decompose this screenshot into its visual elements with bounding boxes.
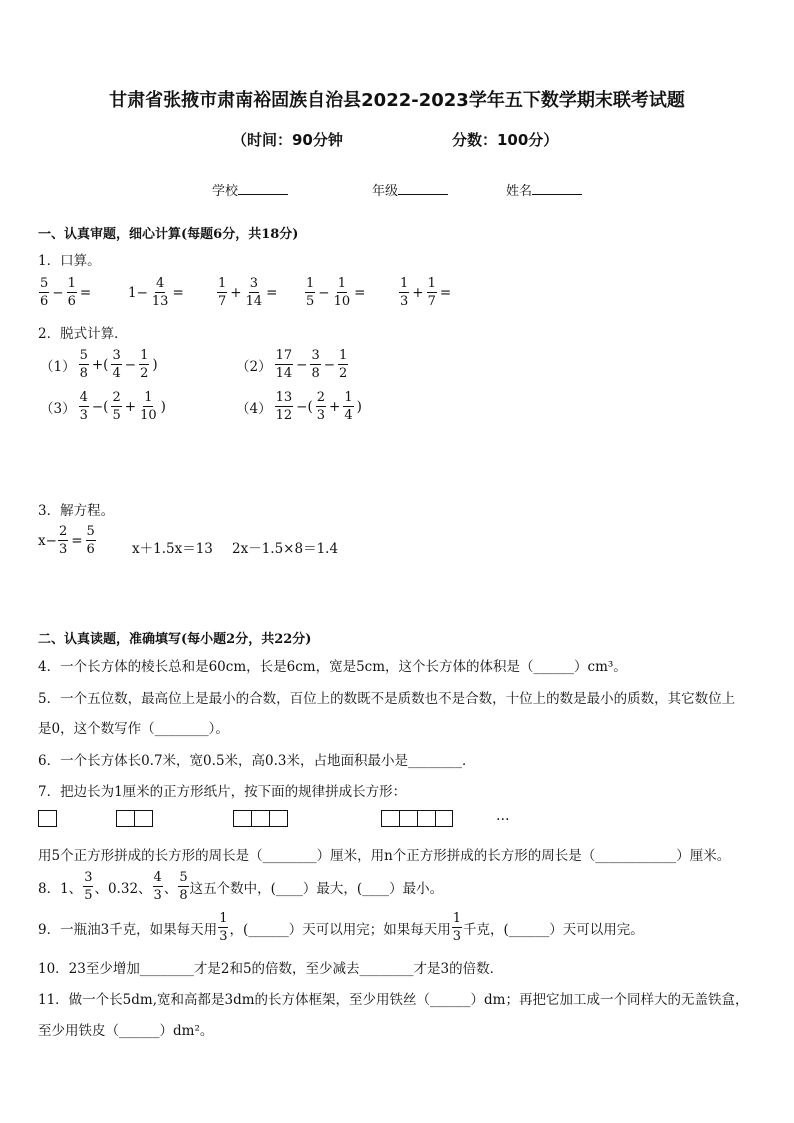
ellipsis: … xyxy=(496,808,510,824)
fraction: $\frac{5}{6}$ xyxy=(86,524,95,557)
fraction: $\frac{1}{3}$ xyxy=(219,911,228,944)
question-5-line-2: 是0，这个数写作（________）。 xyxy=(38,721,229,737)
question-5-line-1: 5．一个五位数，最高位上是最小的合数，百位上的数既不是质数也不是合数，十位上的数是最小的质数，其它数位上 xyxy=(38,691,736,707)
fraction: $\frac{1}{5}$ xyxy=(306,276,315,309)
fraction: $\frac{4}{3}$ xyxy=(153,870,162,903)
square-strip-3 xyxy=(233,810,288,827)
fraction: $\frac{1}{6}$ xyxy=(67,276,76,309)
square-strip-1 xyxy=(38,810,57,827)
fraction: $\frac{1}{7}$ xyxy=(218,276,227,309)
fraction: $\frac{1}{3}$ xyxy=(452,911,462,944)
fraction: $\frac{5}{8}$ xyxy=(179,870,188,903)
document-title: 甘肃省张掖市肃南裕固族自治县2022-2023学年五下数学期末联考试题 xyxy=(109,90,685,111)
q2-item-2: （2） $\frac{17}{14}$ − $\frac{3}{8}$ − $\frac{1}{2}$ xyxy=(236,348,348,381)
question-7-line-2: 用5个正方形拼成的长方形的周长是（________）厘米，用n个正方形拼成的长方形的周长是（____________）厘米。 xyxy=(38,848,731,864)
exam-time: （时间：90分钟 xyxy=(232,131,343,149)
fraction: $\frac{2}{3}$ xyxy=(58,524,68,557)
q1-item-4: $\frac{1}{5}$ − $\frac{1}{10}$ = xyxy=(306,276,366,309)
grade-blank xyxy=(398,181,448,195)
fraction: $\frac{3}{14}$ xyxy=(245,276,263,309)
fraction: $\frac{3}{5}$ xyxy=(84,870,93,903)
question-9: 9．一瓶油3千克，如果每天用 $\frac{1}{3}$ ，(______）天可以用完；如果每天用 $\frac{1}{3}$ 千克，(______）天可以用完。 xyxy=(38,911,644,944)
square-strip-2 xyxy=(116,810,153,827)
q1-label: 1．口算。 xyxy=(38,253,101,269)
name-field xyxy=(506,180,582,199)
question-8: 8．1、 $\frac{3}{5}$ 、0.32、 $\frac{4}{3}$ 、 $\frac{5}{8}$ 这五个数中，(____）最大，(____）最小。 xyxy=(38,870,444,903)
section2-heading: 二、认真读题，准确填写(每小题2分，共22分) xyxy=(38,632,312,647)
fraction: $\frac{1}{10}$ xyxy=(140,390,157,423)
fraction: $\frac{1}{7}$ xyxy=(427,276,436,309)
name-blank xyxy=(532,181,582,195)
fraction: $\frac{1}{3}$ xyxy=(400,276,409,309)
fraction: $\frac{17}{14}$ xyxy=(275,348,293,381)
q1-item-3: $\frac{1}{7}$ + $\frac{3}{14}$ = xyxy=(218,276,278,309)
q2-item-4: （4） $\frac{13}{12}$ −( $\frac{2}{3}$ + $\frac{1}{4}$ ) xyxy=(236,390,362,423)
question-4: 4．一个长方体的棱长总和是60cm，长是6cm，宽是5cm，这个长方体的体积是（______）cm³。 xyxy=(38,659,627,675)
exam-score: 分数：100分） xyxy=(452,131,559,149)
section1-heading: 一、认真审题，细心计算(每题6分，共18分) xyxy=(38,227,299,242)
fraction: $\frac{3}{4}$ xyxy=(112,348,121,381)
q3-equation-2: x＋1.5x＝13 xyxy=(132,541,213,557)
fraction: $\frac{2}{5}$ xyxy=(112,390,121,423)
q2-item-3: （3） $\frac{4}{3}$ −( $\frac{2}{5}$ + $\frac{1}{10}$ ) xyxy=(40,390,166,423)
grade-label: 年级 xyxy=(372,184,399,199)
question-10: 10．23至少增加________才是2和5的倍数，至少减去________才是3的倍数． xyxy=(38,961,504,977)
q1-item-5: $\frac{1}{3}$ + $\frac{1}{7}$ = xyxy=(400,276,452,309)
question-11-line-2: 至少用铁皮（______）dm²。 xyxy=(38,1023,214,1039)
fraction: $\frac{5}{6}$ xyxy=(40,276,49,309)
square-strip-4 xyxy=(381,810,453,827)
q2-label: 2．脱式计算． xyxy=(38,326,128,342)
question-7: 7．把边长为1厘米的正方形纸片，按下面的规律拼成长方形： xyxy=(38,784,407,800)
fraction: $\frac{1}{2}$ xyxy=(339,348,348,381)
fraction: $\frac{2}{3}$ xyxy=(316,390,326,423)
school-label: 学校 xyxy=(212,184,239,199)
q3-equation-3: 2x－1.5×8＝1.4 xyxy=(232,541,339,557)
school-blank xyxy=(238,181,288,195)
name-label: 姓名 xyxy=(506,184,533,199)
fraction: $\frac{1}{10}$ xyxy=(333,276,351,309)
fraction: $\frac{4}{3}$ xyxy=(79,390,88,423)
q1-item-2: 1− $\frac{4}{13}$ = xyxy=(128,276,184,309)
q1-item-1: $\frac{5}{6}$ − $\frac{1}{6}$ = xyxy=(40,276,92,309)
question-6: 6．一个长方体长0.7米，宽0.5米，高0.3米，占地面积最小是________． xyxy=(38,753,476,769)
q3-equation-1: x− $\frac{2}{3}$ = $\frac{5}{6}$ xyxy=(38,524,95,557)
grade-field xyxy=(372,180,448,199)
school-field xyxy=(212,180,288,199)
q2-item-1: （1） $\frac{5}{8}$ +( $\frac{3}{4}$ − $\frac{1}{2}$ ) xyxy=(40,348,158,381)
fraction: $\frac{13}{12}$ xyxy=(275,390,293,423)
fraction: $\frac{4}{13}$ xyxy=(151,276,169,309)
fraction: $\frac{3}{8}$ xyxy=(311,348,320,381)
fraction: $\frac{1}{2}$ xyxy=(140,348,149,381)
fraction: $\frac{1}{4}$ xyxy=(344,390,353,423)
question-11-line-1: 11．做一个长5dm,宽和高都是3dm的长方体框架，至少用铁丝（______）dm；再把它加工成一个同样大的无盖铁盒， xyxy=(38,992,749,1008)
fraction: $\frac{5}{8}$ xyxy=(79,348,88,381)
q3-label: 3．解方程。 xyxy=(38,503,115,519)
